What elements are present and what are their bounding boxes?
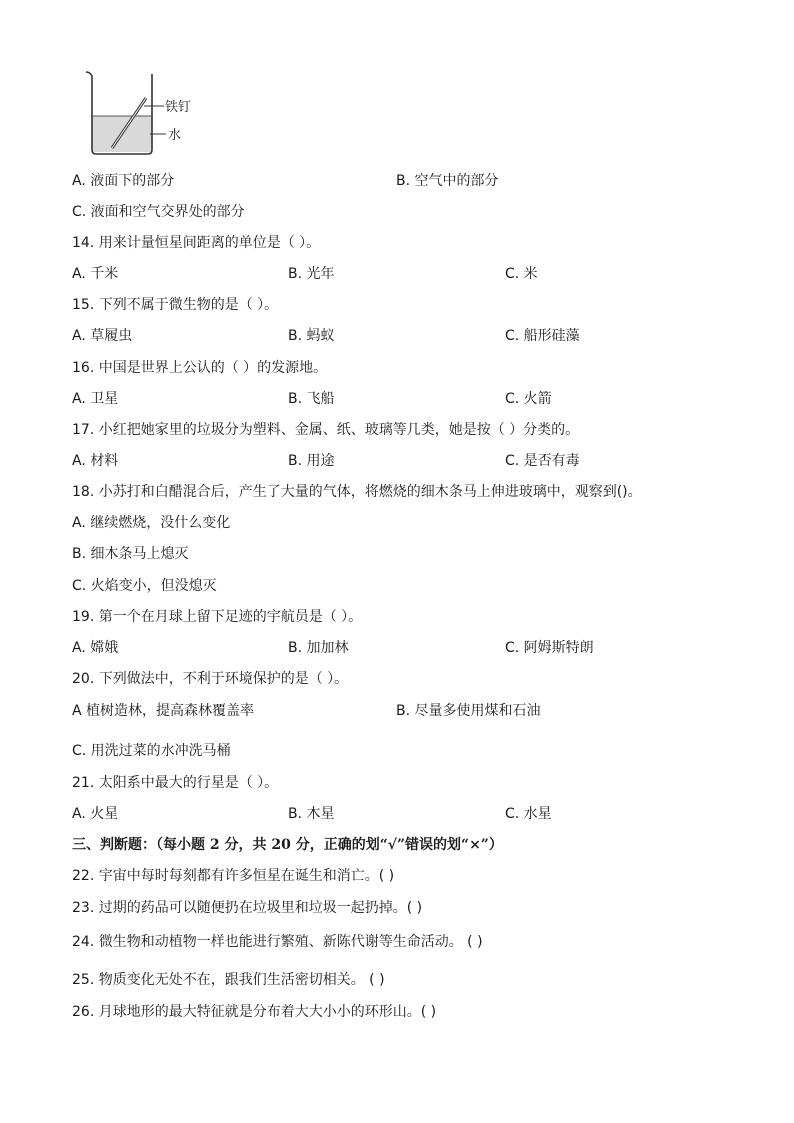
water-label: 水 [168, 128, 182, 143]
q17-option-a: A. 材料 [72, 453, 119, 469]
q19-option-c: C. 阿姆斯特朗 [505, 640, 594, 656]
q15-option-c: C. 船形硅藻 [505, 328, 580, 344]
q14-option-b: B. 光年 [288, 266, 335, 282]
q23-stem: 23. 过期的药品可以随便扔在垃圾里和垃圾一起扔掉。( ) [72, 900, 423, 916]
q14-option-a: A. 千米 [72, 266, 119, 282]
q25-stem: 25. 物质变化无处不在，跟我们生活密切相关。 ( ) [72, 972, 385, 988]
q20-option-b: B. 尽量多使用煤和石油 [396, 703, 541, 719]
q16-option-c: C. 火箭 [505, 391, 552, 407]
q15-stem: 15. 下列不属于微生物的是（ ）。 [72, 297, 279, 313]
q13-option-c: C. 液面和空气交界处的部分 [72, 204, 245, 220]
q13-option-a: A. 液面下的部分 [72, 173, 175, 189]
nail-label: 铁钉 [165, 100, 192, 115]
q18-option-c: C. 火焰变小，但没熄灭 [72, 578, 217, 594]
q15-option-a: A. 草履虫 [72, 328, 133, 344]
q17-option-c: C. 是否有毒 [505, 453, 580, 469]
q24-stem: 24. 微生物和动植物一样也能进行繁殖、新陈代谢等生命活动。 ( ) [72, 934, 483, 950]
q18-option-a: A. 继续燃烧，没什么变化 [72, 515, 231, 531]
section-3-heading: 三、判断题：（每小题 2 分，共 20 分，正确的划“√”错误的划“×”） [72, 837, 503, 853]
q21-option-c: C. 水星 [505, 806, 552, 822]
q14-option-c: C. 米 [505, 266, 538, 282]
q20-stem: 20. 下列做法中，不利于环境保护的是（ ）。 [72, 671, 349, 687]
q19-stem: 19. 第一个在月球上留下足迹的宇航员是（ ）。 [72, 609, 363, 625]
q18-option-b: B. 细木条马上熄灭 [72, 546, 189, 562]
q20-option-a: A 植树造林，提高森林覆盖率 [72, 703, 255, 719]
q15-option-b: B. 蚂蚁 [288, 328, 335, 344]
q18-stem: 18. 小苏打和白醋混合后，产生了大量的气体，将燃烧的细木条马上伸进玻璃中，观察到()。 [72, 484, 642, 500]
q16-option-a: A. 卫星 [72, 391, 119, 407]
q19-option-b: B. 加加林 [288, 640, 349, 656]
q20-option-c: C. 用洗过菜的水冲洗马桶 [72, 743, 231, 759]
q17-option-b: B. 用途 [288, 453, 335, 469]
beaker-nail-figure [84, 66, 224, 162]
q14-stem: 14. 用来计量恒星间距离的单位是（ ）。 [72, 235, 321, 251]
q21-option-a: A. 火星 [72, 806, 119, 822]
q26-stem: 26. 月球地形的最大特征就是分布着大大小小的环形山。( ) [72, 1004, 437, 1020]
q21-option-b: B. 木星 [288, 806, 335, 822]
q16-option-b: B. 飞船 [288, 391, 335, 407]
q17-stem: 17. 小红把她家里的垃圾分为塑料、金属、纸、玻璃等几类，她是按（ ）分类的。 [72, 422, 580, 438]
q19-option-a: A. 嫦娥 [72, 640, 119, 656]
q16-stem: 16. 中国是世界上公认的（ ）的发源地。 [72, 360, 328, 376]
q13-option-b: B. 空气中的部分 [396, 173, 499, 189]
q21-stem: 21. 太阳系中最大的行星是（ ）。 [72, 775, 279, 791]
q22-stem: 22. 宇宙中每时每刻都有许多恒星在诞生和消亡。( ) [72, 868, 395, 884]
